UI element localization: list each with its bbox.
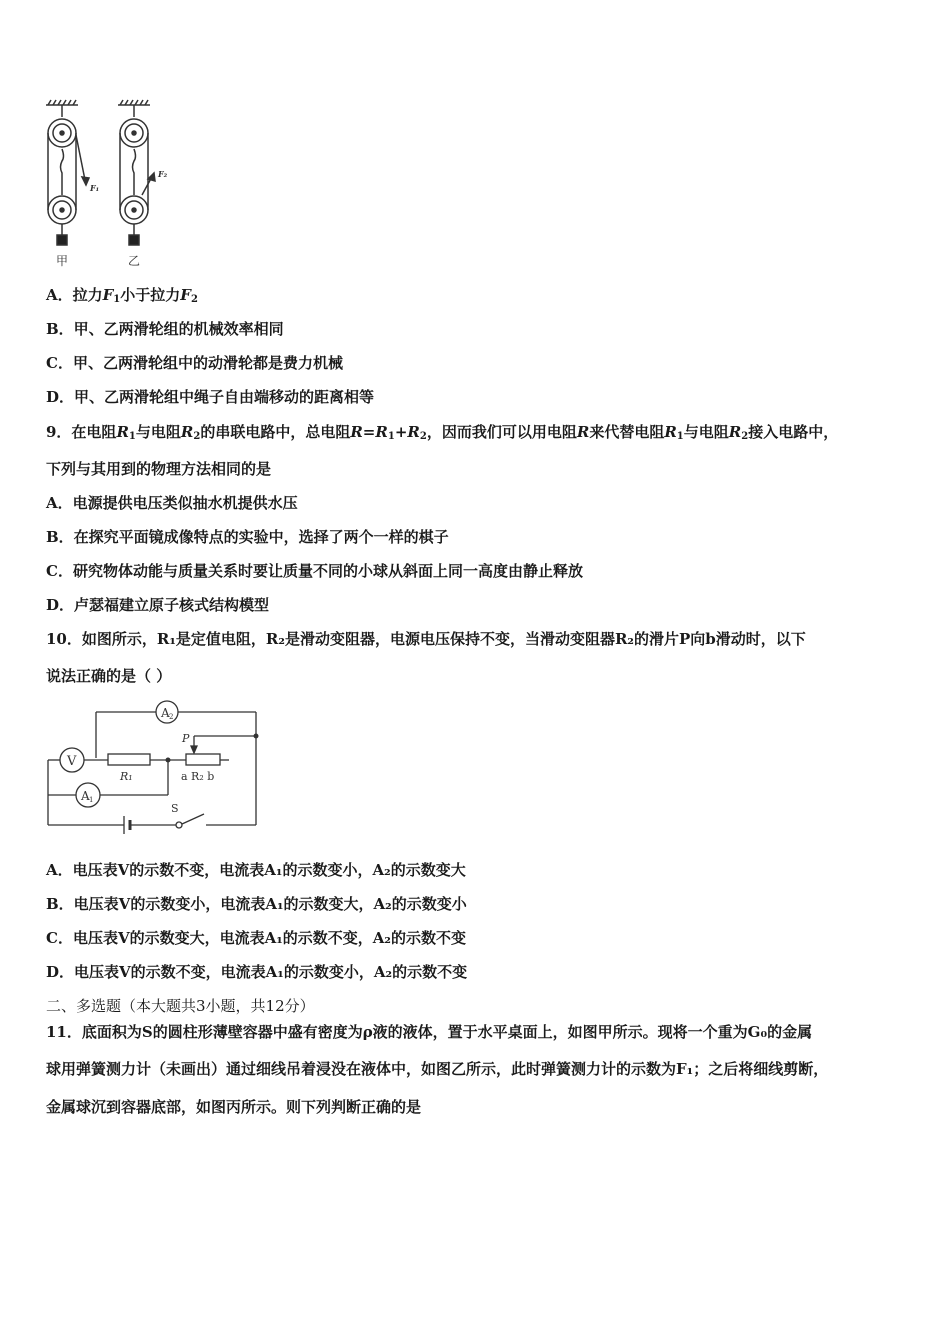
switch-label: S [171,802,179,815]
q9-r-e: R [728,423,742,441]
q9-sub-f: 2 [741,431,749,442]
q9-option-c[interactable]: C．研究物体动能与质量关系时要让质量不同的小球从斜面上同一高度由静止释放 [46,562,583,580]
q8-a-text: A．拉力 [46,286,103,304]
q9-s5: 来代替电阻 [589,423,665,441]
q10-stem-line1: 10．如图所示，R₁是定值电阻，R₂是滑动变阻器，电源电压保持不变，当滑动变阻器R₂的滑片P向b滑动时，以下 [46,630,806,648]
q11-stem-line3: 金属球沉到容器底部，如图丙所示。则下列判断正确的是 [46,1098,422,1116]
ammeter-a2-sub: 2 [169,713,174,721]
q8-a-sub2: 2 [190,294,198,305]
q9-s6: 与电阻 [683,423,729,441]
r2-label: a R₂ b [181,770,215,783]
q9-option-a[interactable]: A．电源提供电压类似抽水机提供水压 [46,494,298,512]
q8-a-f1: F [102,286,114,304]
q8-a-mid: 小于拉力 [120,286,181,304]
q8-a-sub1: 1 [113,294,121,305]
q9-r-c: R [576,423,590,441]
q9-s2: 与电阻 [135,423,181,441]
q9-r-d: R [664,423,677,441]
q9-sub-e: 1 [676,431,684,442]
q9-r-eq: R=R [350,423,388,441]
ammeter-a1-label: A [81,789,90,803]
q9-option-d[interactable]: D．卢瑟福建立原子核式结构模型 [46,596,270,614]
q8-option-c[interactable]: C．甲、乙两滑轮组中的动滑轮都是费力机械 [46,354,343,372]
q9-option-b[interactable]: B．在探究平面镜成像特点的实验中，选择了两个一样的棋子 [46,528,449,546]
label-f1: F₁ [90,183,100,193]
q9-s4: ，因而我们可以用电阻 [426,423,577,441]
q9-r-plus: +R [394,423,420,441]
q9-stem-line2: 下列与其用到的物理方法相同的是 [46,460,272,478]
label-f2: F₂ [158,169,168,179]
q9-sub-a: 1 [128,431,136,442]
q10-option-b[interactable]: B．电压表V的示数变小，电流表A₁的示数变大，A₂的示数变小 [46,895,467,913]
q10-option-c[interactable]: C．电压表V的示数变大，电流表A₁的示数不变，A₂的示数不变 [46,929,466,947]
label-jia: 甲 [56,254,69,268]
p-label: P [182,732,190,745]
q11-stem-line1: 11．底面积为S的圆柱形薄壁容器中盛有密度为ρ液的液体，置于水平桌面上，如图甲所示。现将一个重为G₀的金属 [46,1023,813,1041]
q8-option-b[interactable]: B．甲、乙两滑轮组的机械效率相同 [46,320,284,338]
r1-label: R₁ [120,770,133,783]
q9-sub-b: 2 [193,431,201,442]
q10-stem-line2: 说法正确的是（ ） [46,667,172,685]
circuit-diagram [44,700,269,840]
q9-sub-c: 1 [387,431,395,442]
q8-option-a[interactable] [46,285,198,310]
voltmeter-label: V [67,754,77,769]
q9-r-a: R [116,423,129,441]
pulley-system-jia [46,100,89,245]
q9-sub-d: 2 [419,431,427,442]
section-heading: 二、多选题（本大题共3小题，共12分） [46,997,315,1015]
ammeter-a2-label: A [161,706,170,720]
q11-stem-line2: 球用弹簧测力计（未画出）通过细线吊着浸没在液体中，如图乙所示，此时弹簧测力计的示数为F₁；之后将细线剪断， [46,1060,829,1078]
q9-stem-line1 [46,422,838,447]
q9-s7: 接入电路中， [748,423,839,441]
q9-s1: 9．在电阻 [46,423,117,441]
q8-option-d[interactable]: D．甲、乙两滑轮组中绳子自由端移动的距离相等 [46,388,375,406]
pulley-figure [40,95,180,270]
label-yi: 乙 [128,254,141,268]
q9-r-b: R [180,423,194,441]
q8-a-f2: F [180,286,191,304]
ammeter-a1-sub: 1 [89,796,94,804]
pulley-system-yi [118,100,155,245]
q9-s3: 的串联电路中，总电阻 [200,423,351,441]
q10-option-d[interactable]: D．电压表V的示数不变，电流表A₁的示数变小，A₂的示数不变 [46,963,468,981]
q10-option-a[interactable]: A．电压表V的示数不变，电流表A₁的示数变小，A₂的示数变大 [46,861,466,879]
